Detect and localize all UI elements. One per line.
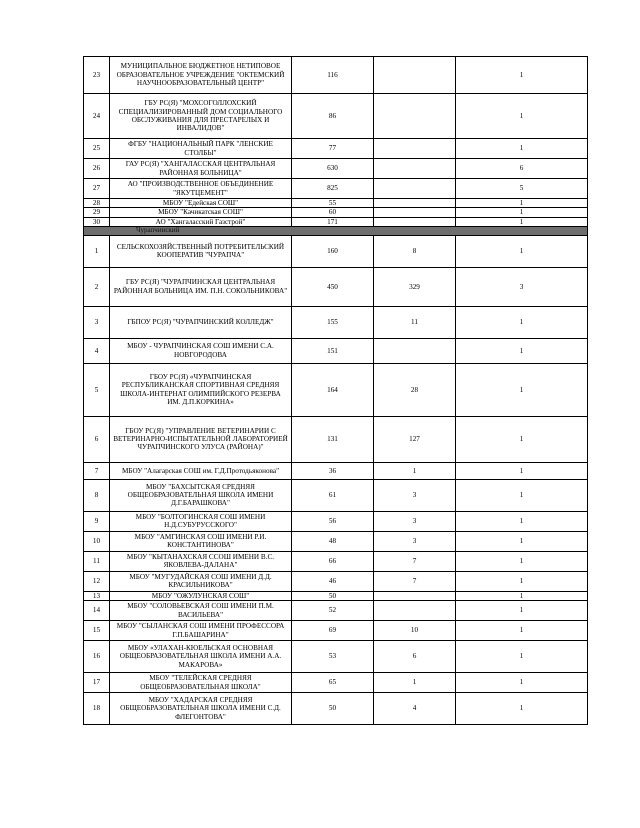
row-number-cell: 11 bbox=[84, 551, 110, 571]
value-a-cell: 61 bbox=[292, 479, 374, 511]
row-number-cell: 18 bbox=[84, 693, 110, 725]
value-a-cell: 160 bbox=[292, 235, 374, 267]
section-header bbox=[84, 227, 588, 236]
organization-name-cell: ГБПОУ РС(Я) "ЧУРАПЧИНСКИЙ КОЛЛЕДЖ" bbox=[110, 306, 292, 338]
organization-name-cell: ГАУ РС(Я) "ХАНГАЛАССКАЯ ЦЕНТРАЛЬНАЯ РАЙОННАЯ БОЛЬНИЦА" bbox=[110, 159, 292, 179]
organization-name-cell: МБОУ "МУГУДАЙСКАЯ СОШ ИМЕНИ Д.Д. КРАСИЛЬНИКОВА" bbox=[110, 571, 292, 591]
value-c-cell: 1 bbox=[456, 531, 588, 551]
value-c-cell: 1 bbox=[456, 479, 588, 511]
value-a-cell: 46 bbox=[292, 571, 374, 591]
value-b-cell: 1 bbox=[374, 462, 456, 479]
value-b-cell: 8 bbox=[374, 235, 456, 267]
value-b-cell bbox=[374, 217, 456, 226]
table-row bbox=[84, 621, 588, 641]
value-a-cell: 77 bbox=[292, 139, 374, 159]
value-b-cell bbox=[374, 94, 456, 139]
table-row bbox=[84, 551, 588, 571]
organization-name-cell: МБОУ "Алагарская СОШ им. Г.Д.Протодьяконова" bbox=[110, 462, 292, 479]
organization-name-cell: МБОУ "Качикатская СОШ" bbox=[110, 208, 292, 217]
table-row bbox=[84, 306, 588, 338]
table-body-bottom bbox=[84, 235, 588, 724]
section-label: Чурапчинский bbox=[84, 227, 588, 236]
row-number-cell: 3 bbox=[84, 306, 110, 338]
table-row bbox=[84, 159, 588, 179]
organization-name-cell: МБОУ - ЧУРАПЧИНСКАЯ СОШ ИМЕНИ С.А. НОВГОРОДОВА bbox=[110, 338, 292, 363]
table-row bbox=[84, 693, 588, 725]
table-row bbox=[84, 641, 588, 673]
value-a-cell: 36 bbox=[292, 462, 374, 479]
row-number-cell: 24 bbox=[84, 94, 110, 139]
value-c-cell: 1 bbox=[456, 511, 588, 531]
value-a-cell: 48 bbox=[292, 531, 374, 551]
value-c-cell: 1 bbox=[456, 601, 588, 621]
table-row bbox=[84, 94, 588, 139]
value-b-cell: 28 bbox=[374, 363, 456, 416]
value-a-cell: 69 bbox=[292, 621, 374, 641]
organizations-table bbox=[83, 56, 588, 725]
organization-name-cell: МБОУ "АМГИНСКАЯ СОШ ИМЕНИ Р.И. КОНСТАНТИНОВА" bbox=[110, 531, 292, 551]
organization-name-cell: МБОУ "КЫТАНАХСКАЯ ССОШ ИМЕНИ В.С. ЯКОВЛЕВА-ДАЛАНА" bbox=[110, 551, 292, 571]
value-c-cell: 1 bbox=[456, 621, 588, 641]
table-row bbox=[84, 139, 588, 159]
value-b-cell: 3 bbox=[374, 511, 456, 531]
table-row bbox=[84, 601, 588, 621]
value-a-cell: 630 bbox=[292, 159, 374, 179]
value-b-cell bbox=[374, 208, 456, 217]
row-number-cell: 4 bbox=[84, 338, 110, 363]
table-row bbox=[84, 673, 588, 693]
organization-name-cell: МБОУ "Едейская СОШ" bbox=[110, 199, 292, 208]
row-number-cell: 9 bbox=[84, 511, 110, 531]
value-b-cell: 10 bbox=[374, 621, 456, 641]
value-c-cell: 1 bbox=[456, 462, 588, 479]
value-b-cell: 11 bbox=[374, 306, 456, 338]
row-number-cell: 15 bbox=[84, 621, 110, 641]
value-c-cell: 3 bbox=[456, 267, 588, 306]
table-row bbox=[84, 208, 588, 217]
value-a-cell: 450 bbox=[292, 267, 374, 306]
organization-name-cell: ГБУ РС(Я) "МОХСОГОЛЛОХСКИЙ СПЕЦИАЛИЗИРОВАННЫЙ ДОМ СОЦИАЛЬНОГО ОБСЛУЖИВАНИЯ ДЛЯ ПРЕСТАРЕЛЫХ И ИНВАЛИДОВ" bbox=[110, 94, 292, 139]
value-c-cell: 1 bbox=[456, 217, 588, 226]
table-row bbox=[84, 217, 588, 226]
row-number-cell: 17 bbox=[84, 673, 110, 693]
value-c-cell: 1 bbox=[456, 208, 588, 217]
table-row bbox=[84, 235, 588, 267]
table-row bbox=[84, 462, 588, 479]
value-c-cell: 1 bbox=[456, 235, 588, 267]
value-c-cell: 1 bbox=[456, 673, 588, 693]
value-b-cell bbox=[374, 199, 456, 208]
value-b-cell bbox=[374, 591, 456, 600]
value-b-cell: 6 bbox=[374, 641, 456, 673]
row-number-cell: 8 bbox=[84, 479, 110, 511]
organization-name-cell: МБОУ "ТЕЛЕЙСКАЯ СРЕДНЯЯ ОБЩЕОБРАЗОВАТЕЛЬНАЯ ШКОЛА" bbox=[110, 673, 292, 693]
organization-name-cell: АО "ПРОИЗВОДСТВЕННОЕ ОБЪЕДИНЕНИЕ "ЯКУТЦЕМЕНТ" bbox=[110, 179, 292, 199]
value-c-cell: 1 bbox=[456, 693, 588, 725]
value-b-cell bbox=[374, 338, 456, 363]
value-c-cell: 1 bbox=[456, 416, 588, 462]
organization-name-cell: МБОУ "БАХСЫТСКАЯ СРЕДНЯЯ ОБЩЕОБРАЗОВАТЕЛЬНАЯ ШКОЛА ИМЕНИ Д.Г.БАРАШКОВА" bbox=[110, 479, 292, 511]
value-b-cell: 329 bbox=[374, 267, 456, 306]
row-number-cell: 29 bbox=[84, 208, 110, 217]
value-a-cell: 52 bbox=[292, 601, 374, 621]
value-a-cell: 171 bbox=[292, 217, 374, 226]
value-b-cell: 3 bbox=[374, 479, 456, 511]
value-a-cell: 825 bbox=[292, 179, 374, 199]
value-a-cell: 50 bbox=[292, 693, 374, 725]
organization-name-cell: МБОУ "ОЖУЛУНСКАЯ СОШ" bbox=[110, 591, 292, 600]
row-number-cell: 6 bbox=[84, 416, 110, 462]
value-a-cell: 151 bbox=[292, 338, 374, 363]
value-a-cell: 56 bbox=[292, 511, 374, 531]
table-row bbox=[84, 571, 588, 591]
value-c-cell: 5 bbox=[456, 179, 588, 199]
table-row bbox=[84, 531, 588, 551]
organization-name-cell: ГБУ РС(Я) "ЧУРАПЧИНСКАЯ ЦЕНТРАЛЬНАЯ РАЙОННАЯ БОЛЬНИЦА ИМ. П.Н. СОКОЛЬНИКОВА" bbox=[110, 267, 292, 306]
row-number-cell: 28 bbox=[84, 199, 110, 208]
row-number-cell: 12 bbox=[84, 571, 110, 591]
value-b-cell: 1 bbox=[374, 673, 456, 693]
value-a-cell: 66 bbox=[292, 551, 374, 571]
table-row bbox=[84, 267, 588, 306]
organization-name-cell: МБОУ «УЛАХАН-КЮЕЛЬСКАЯ ОСНОВНАЯ ОБЩЕОБРАЗОВАТЕЛЬНАЯ ШКОЛА ИМЕНИ А.А. МАКАРОВА» bbox=[110, 641, 292, 673]
value-b-cell: 4 bbox=[374, 693, 456, 725]
value-c-cell: 1 bbox=[456, 571, 588, 591]
table-row bbox=[84, 591, 588, 600]
table-row bbox=[84, 57, 588, 94]
value-b-cell: 7 bbox=[374, 571, 456, 591]
value-a-cell: 155 bbox=[292, 306, 374, 338]
organization-name-cell: МБОУ "СЫЛАНСКАЯ СОШ ИМЕНИ ПРОФЕССОРА Г.П.БАШАРИНА" bbox=[110, 621, 292, 641]
row-number-cell: 2 bbox=[84, 267, 110, 306]
row-number-cell: 7 bbox=[84, 462, 110, 479]
value-b-cell bbox=[374, 179, 456, 199]
table-row bbox=[84, 199, 588, 208]
value-b-cell: 7 bbox=[374, 551, 456, 571]
organization-name-cell: МБОУ "ХАДАРСКАЯ СРЕДНЯЯ ОБЩЕОБРАЗОВАТЕЛЬНАЯ ШКОЛА ИМЕНИ С.Д. ФЛЕГОНТОВА" bbox=[110, 693, 292, 725]
table-row bbox=[84, 179, 588, 199]
table-row bbox=[84, 416, 588, 462]
value-c-cell: 1 bbox=[456, 338, 588, 363]
value-c-cell: 6 bbox=[456, 159, 588, 179]
table-row bbox=[84, 511, 588, 531]
organization-name-cell: СЕЛЬСКОХОЗЯЙСТВЕННЫЙ ПОТРЕБИТЕЛЬСКИЙ КООПЕРАТИВ "ЧУРАПЧА" bbox=[110, 235, 292, 267]
value-c-cell: 1 bbox=[456, 306, 588, 338]
value-b-cell bbox=[374, 139, 456, 159]
value-b-cell bbox=[374, 159, 456, 179]
row-number-cell: 26 bbox=[84, 159, 110, 179]
row-number-cell: 27 bbox=[84, 179, 110, 199]
value-a-cell: 116 bbox=[292, 57, 374, 94]
row-number-cell: 10 bbox=[84, 531, 110, 551]
organization-name-cell: АО "Хангаласский Газстрой" bbox=[110, 217, 292, 226]
value-c-cell: 1 bbox=[456, 551, 588, 571]
row-number-cell: 16 bbox=[84, 641, 110, 673]
section-row bbox=[84, 227, 588, 236]
table-row bbox=[84, 479, 588, 511]
table-row bbox=[84, 338, 588, 363]
value-a-cell: 55 bbox=[292, 199, 374, 208]
organization-name-cell: ГБОУ РС(Я) "УПРАВЛЕНИЕ ВЕТЕРИНАРИИ С ВЕТЕРИНАРНО-ИСПЫТАТЕЛЬНОЙ ЛАБОРАТОРИЕЙ ЧУРАПЧИНСКОГО УЛУСА (РАЙОНА)" bbox=[110, 416, 292, 462]
value-c-cell: 1 bbox=[456, 199, 588, 208]
table-body-top bbox=[84, 57, 588, 227]
value-b-cell bbox=[374, 57, 456, 94]
value-a-cell: 164 bbox=[292, 363, 374, 416]
organization-name-cell: МУНИЦИПАЛЬНОЕ БЮДЖЕТНОЕ НЕТИПОВОЕ ОБРАЗОВАТЕЛЬНОЕ УЧРЕЖДЕНИЕ "ОКТЕМСКИЙ НАУЧНООБРАЗОВАТЕЛЬНЫЙ ЦЕНТР" bbox=[110, 57, 292, 94]
value-a-cell: 131 bbox=[292, 416, 374, 462]
value-c-cell: 1 bbox=[456, 94, 588, 139]
value-c-cell: 1 bbox=[456, 139, 588, 159]
row-number-cell: 5 bbox=[84, 363, 110, 416]
value-c-cell: 1 bbox=[456, 591, 588, 600]
row-number-cell: 30 bbox=[84, 217, 110, 226]
organization-name-cell: МБОУ "СОЛОВЬЕВСКАЯ СОШ ИМЕНИ П.М. ВАСИЛЬЕВА" bbox=[110, 601, 292, 621]
row-number-cell: 14 bbox=[84, 601, 110, 621]
value-a-cell: 65 bbox=[292, 673, 374, 693]
value-c-cell: 1 bbox=[456, 57, 588, 94]
value-a-cell: 53 bbox=[292, 641, 374, 673]
value-b-cell bbox=[374, 601, 456, 621]
value-b-cell: 127 bbox=[374, 416, 456, 462]
organization-name-cell: ГБОУ РС(Я) «ЧУРАПЧИНСКАЯ РЕСПУБЛИКАНСКАЯ СПОРТИВНАЯ СРЕДНЯЯ ШКОЛА-ИНТЕРНАТ ОЛИМПИЙСКОГО РЕЗЕРВА ИМ. Д.П.КОРКИНА» bbox=[110, 363, 292, 416]
document-page bbox=[83, 56, 587, 725]
organization-name-cell: МБОУ "БОЛТОГИНСКАЯ СОШ ИМЕНИ Н.Д.СУБУРУССКОГО" bbox=[110, 511, 292, 531]
value-a-cell: 86 bbox=[292, 94, 374, 139]
row-number-cell: 1 bbox=[84, 235, 110, 267]
table-row bbox=[84, 363, 588, 416]
organization-name-cell: ФГБУ "НАЦИОНАЛЬНЫЙ ПАРК "ЛЕНСКИЕ СТОЛБЫ" bbox=[110, 139, 292, 159]
value-b-cell: 3 bbox=[374, 531, 456, 551]
value-a-cell: 50 bbox=[292, 591, 374, 600]
row-number-cell: 25 bbox=[84, 139, 110, 159]
value-a-cell: 60 bbox=[292, 208, 374, 217]
value-c-cell: 1 bbox=[456, 641, 588, 673]
value-c-cell: 1 bbox=[456, 363, 588, 416]
row-number-cell: 23 bbox=[84, 57, 110, 94]
row-number-cell: 13 bbox=[84, 591, 110, 600]
